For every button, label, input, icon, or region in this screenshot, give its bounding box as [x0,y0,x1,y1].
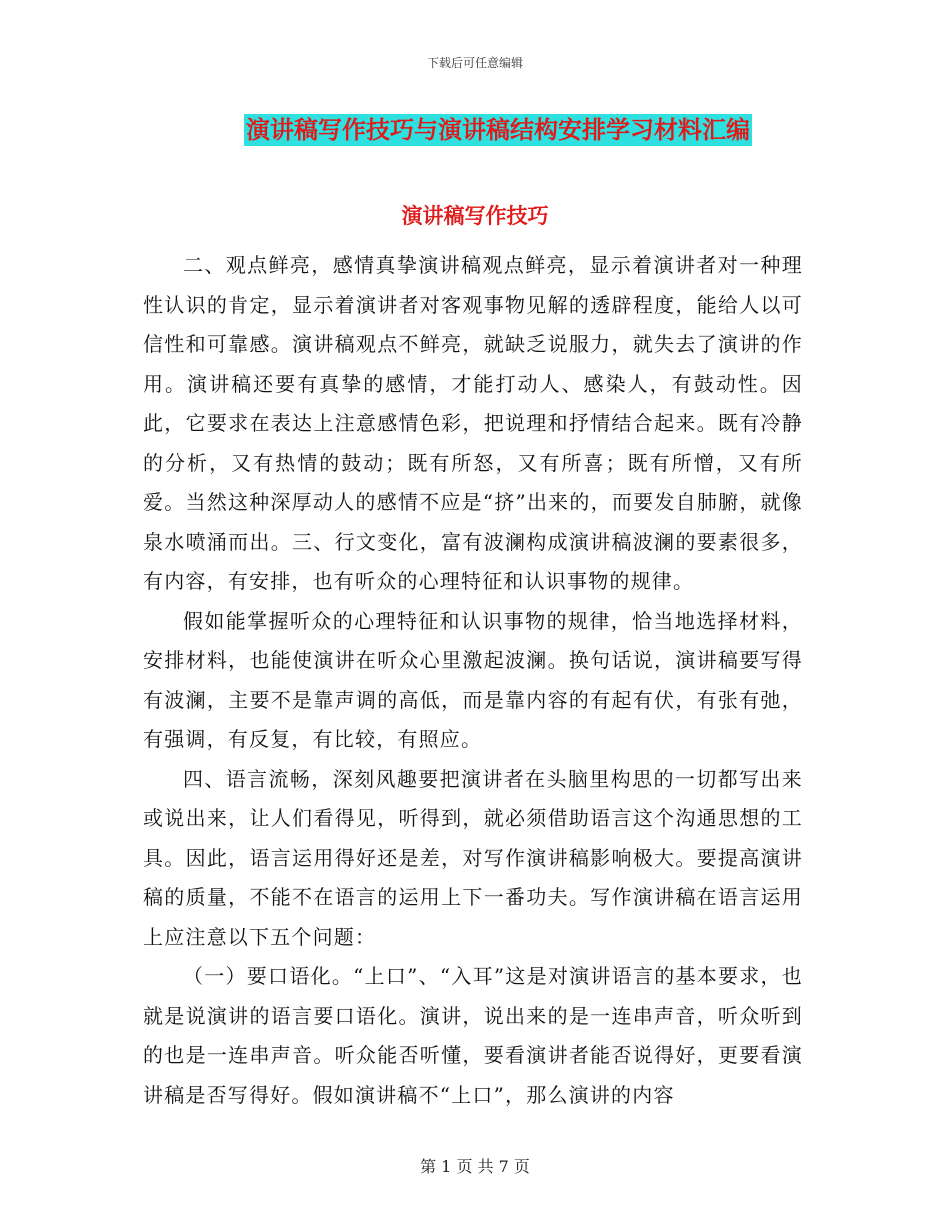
body-paragraph: 二、观点鲜亮，感情真挚演讲稿观点鲜亮，显示着演讲者对一种理性认识的肯定，显示着演讲者对客观事物见解的透辟程度，能给人以可信性和可靠感。演讲稿观点不鲜亮，就缺乏说服力，就失去了演讲的作用。演讲稿还要有真挚的感情，才能打动人、感染人，有鼓动性。因此，它要求在表达上注意感情色彩，把说理和抒情结合起来。既有冷静的分析，又有热情的鼓动；既有所怒，又有所喜；既有所憎，又有所爱。当然这种深厚动人的感情不应是“挤”出来的，而要发自肺腑，就像泉水喷涌而出。三、行文变化，富有波澜构成演讲稿波澜的要素很多，有内容，有安排，也有听众的心理特征和认识事物的规律。 [143,253,803,593]
document-body [143,246,803,1115]
page-number-footer: 第 1 页 共 7 页 [420,1157,530,1176]
header-note: 下载后可任意编辑 [426,56,523,70]
body-paragraph: 假如能掌握听众的心理特征和认识事物的规律，恰当地选择材料，安排材料，也能使演讲在听众心里激起波澜。换句话说，演讲稿要写得有波澜，主要不是靠声调的高低，而是靠内容的有起有伏，有张有弛，有强调，有反复，有比较，有照应。 [143,608,803,751]
body-paragraph: 四、语言流畅，深刻风趣要把演讲者在头脑里构思的一切都写出来或说出来，让人们看得见，听得到，就必须借助语言这个沟通思想的工具。因此，语言运用得好还是差，对写作演讲稿影响极大。要提高演讲稿的质量，不能不在语言的运用上下一番功夫。写作演讲稿在语言运用上应注意以下五个问题： [143,766,803,949]
body-paragraph: （一）要口语化。“上口”、“入耳”这是对演讲语言的基本要求，也就是说演讲的语言要口语化。演讲，说出来的是一连串声音，听众听到的也是一连串声音。听众能否听懂，要看演讲者能否说得好，更要看演讲稿是否写得好。假如演讲稿不“上口”，那么演讲的内容 [143,964,803,1107]
section-title: 演讲稿写作技巧 [401,204,549,228]
document-title-container [0,114,950,146]
document-title: 演讲稿写作技巧与演讲稿结构安排学习材料汇编 [246,116,750,144]
